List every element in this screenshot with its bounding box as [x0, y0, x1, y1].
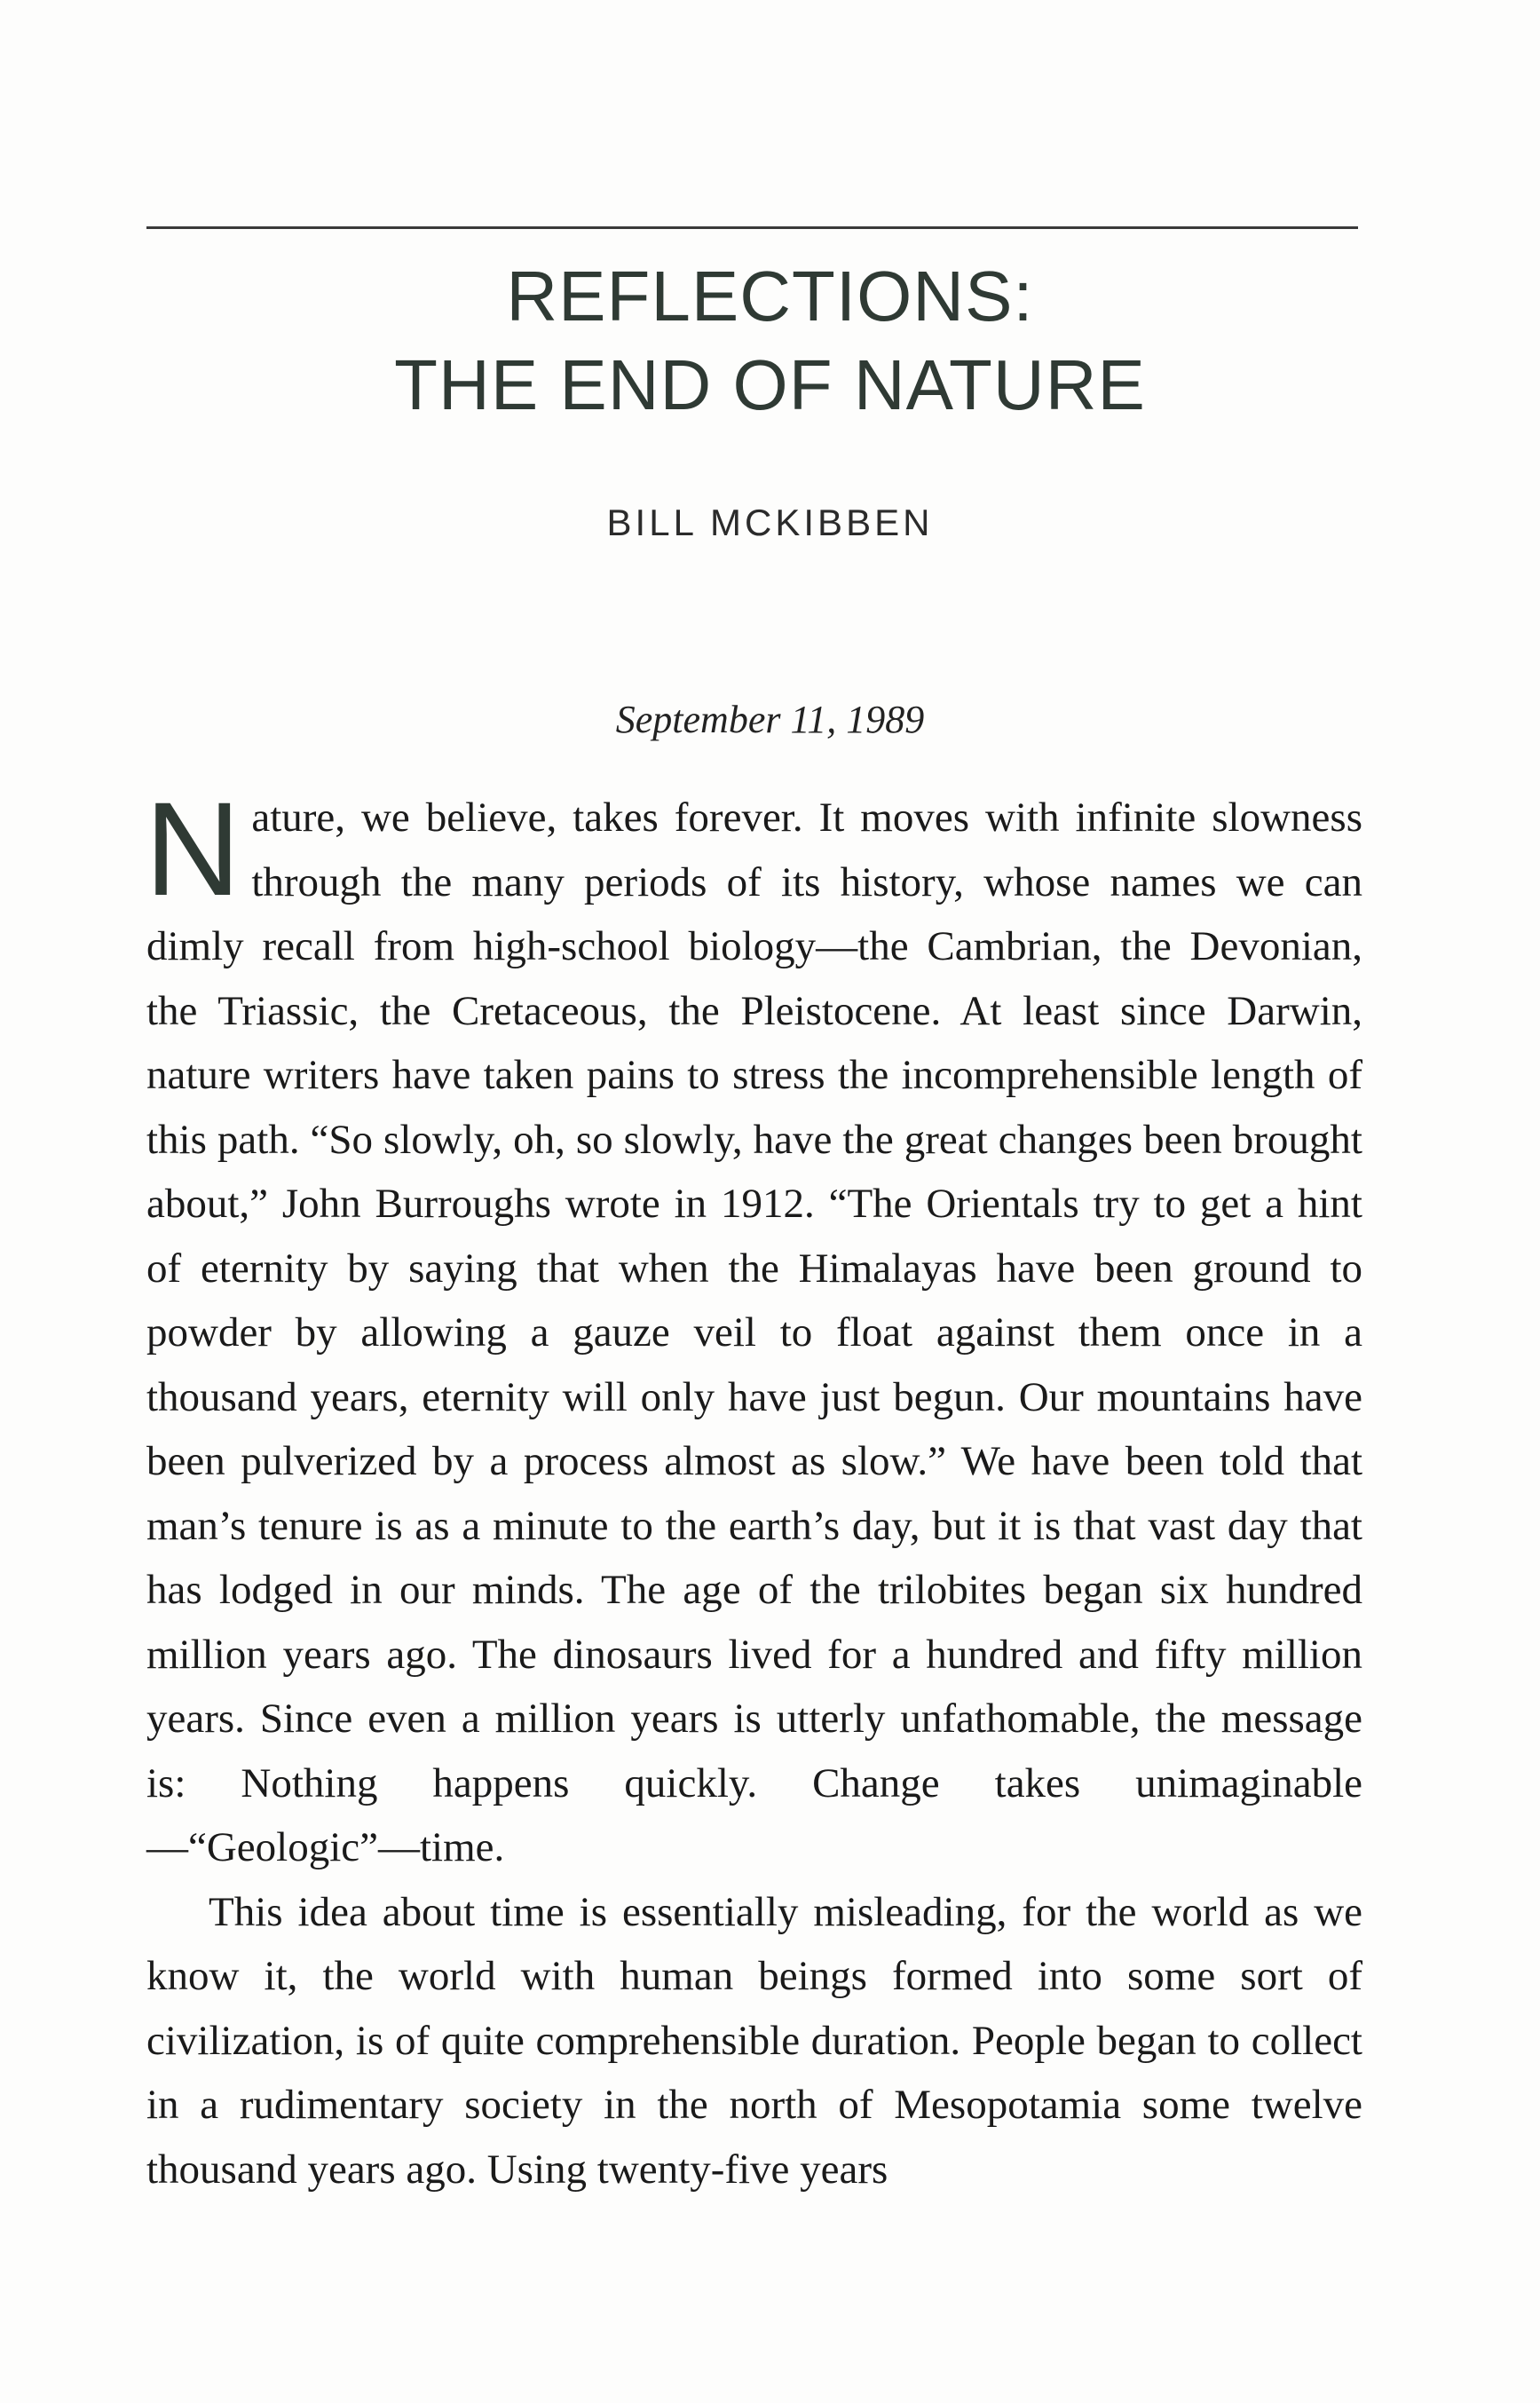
- article-body: [145, 774, 1362, 2201]
- article-date: September 11, 1989: [615, 698, 925, 741]
- article-title-line2: THE END OF NATURE: [394, 345, 1146, 424]
- article-title-line1: REFLECTIONS:: [506, 257, 1034, 336]
- drop-cap: N: [145, 774, 241, 923]
- paragraph-2: This idea about time is essentially misleading, for the world as we know it, the world with human beings formed into some sort of civilization, is of quite comprehensible duration. People began to collect in a rudimentary society in the north of Mesopotamia some twelve thousand years ago. Using twenty-five years: [146, 1888, 1362, 2193]
- paragraph-1: [145, 774, 1362, 1880]
- header-rule: [146, 226, 1358, 229]
- paragraph-1-text: ature, we believe, takes forever. It moves with infinite slowness through the many periods of its history, whose names we can dimly recall from high-school biology—the Cambrian, the Devonian, the Triassic, the Cretaceous, the Pleistocene. At least since Darwin, nature writers have taken pains to stress the incomprehensible length of this path. “So slowly, oh, so slowly, have the great changes been brought about,” John Burroughs wrote in 1912. “The Orientals try to get a hint of eternity by saying that when the Himalayas have been ground to powder by allowing a gauze veil to float against them once in a thousand years, eternity will only have just begun. Our mountains have been pulverized by a process almost as slow.” We have been told that man’s tenure is as a minute to the earth’s day, but it is that vast day that has lodged in our minds. The age of the trilobites began six hundred million years ago. The dinosaurs lived for a hundred and fifty million years. Since even a million years is utterly unfathomable, the message is: Nothing happens quickly. Change takes unimaginable—“Geologic”—time.: [146, 794, 1362, 1870]
- article-author: BILL MCKIBBEN: [606, 502, 934, 543]
